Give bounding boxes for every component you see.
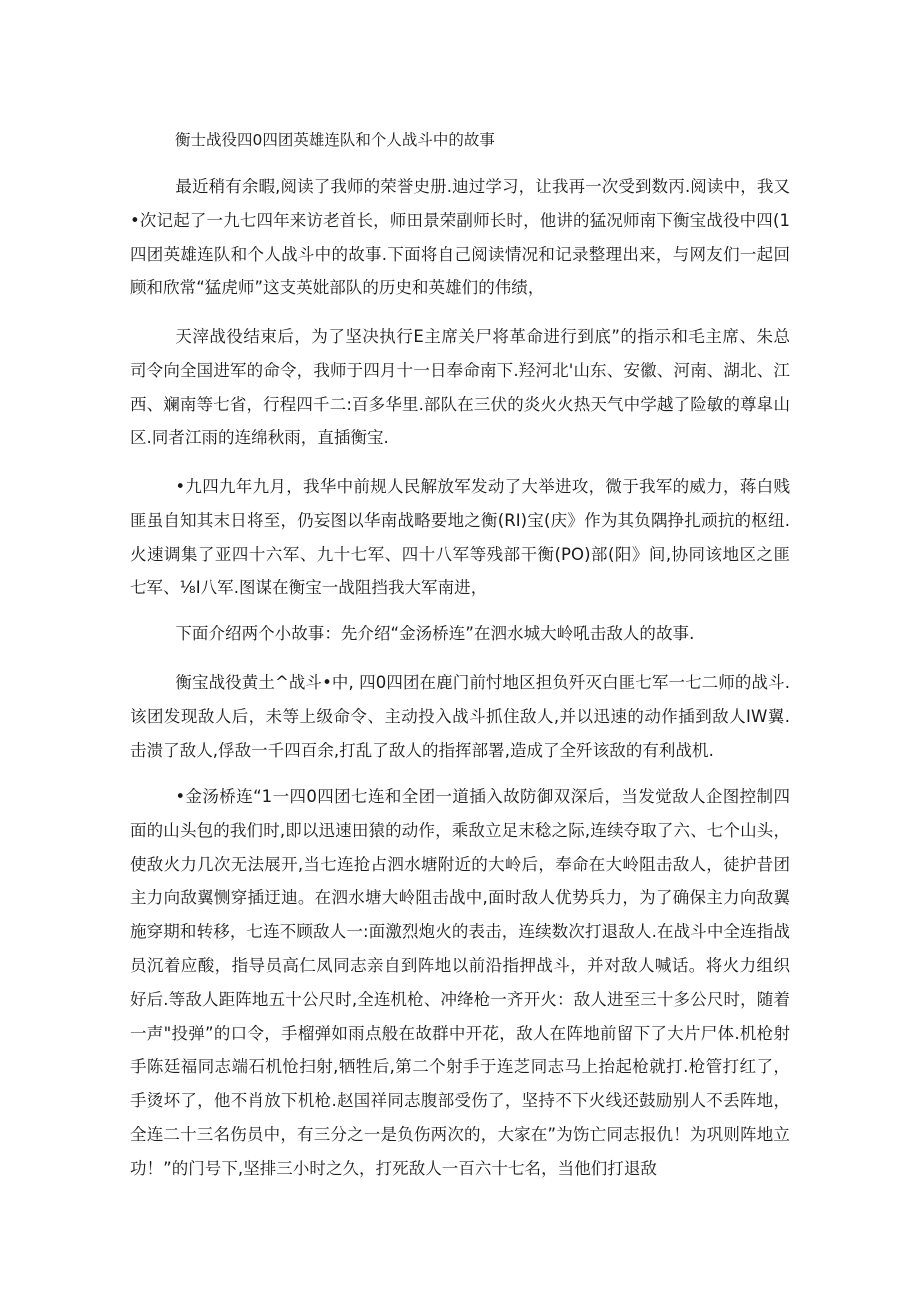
paragraph-intro: 最近稍有余暇,阅读了我师的荣誉史册.迪过学习，让我再一次受到数丙.阅读中，我又•次记起了一九七四年来访老首长，师田景荣副师长时，他讲的猛况师南下衡宝战役中四(1四团英雄连队和个人战斗中的故事.下面将自己阅读情况和记录整理出来，与网友们一起回顾和欣常“猛虎师”这支英妣部队的历史和英雄们的伟绩， <box>130 177 790 298</box>
paragraph-huangtu-battle: 衡宝战役黄土^战斗•中, 四0四团在鹿门前忖地区担负歼灭白匪七军一七二师的战斗.该团发现敌人后，未等上级命令、主动投入战斗抓住敌人,并以迅速的动作插到敌人IW翼.击溃了敌人,俘敌一千四百余,打乱了敌人的指挥部署,造成了全歼该敌的有利战机. <box>130 673 790 760</box>
paragraph-story-intro: 下面介绍两个小故事：先介绍“金汤桥连”在泗水城大岭吼击敌人的故事. <box>175 624 695 643</box>
document-title: 衡士战役四0四团英雄连队和个人战斗中的故事 <box>175 131 495 149</box>
paragraph-enemy-deployment: •九四九年九月，我华中前规人民解放军发动了大举进攻，微于我军的威力，蒋白贱匪虽自知其末日将至，仍妄图以华南战略要地之衡(RI)宝(庆》作为其负隅挣扎顽抗的枢纽.火速调集了亚四十六军、九十七军、四十八军等残部干衡(PO)部(阳》间,协同该地区之匪七军、⅛I八军.图谋在衡宝一战阻挡我大军南进， <box>130 477 790 598</box>
paragraph-march-south: 天滓战役结束后，为了坚决执行E主席关尸将革命进行到底”的指示和毛主席、朱总司令向全国进军的命令，我师于四月十一日奉命南下.羟河北'山东、安徽、河南、湖北、江西、斓南等七省，行程四千二:百多华里.部队在三伏的炎火火热天气中学越了险敏的尊皐山区.同者江雨的连绵秋雨，直插衡宝. <box>130 327 790 448</box>
paragraph-jintangqiao-company: •金汤桥连“1一四0四团七连和全团一道插入故防御双深后，当发觉敌人企图控制四面的山头包的我们时,即以迅速田猿的动作，乘敌立足末稔之际,连续夺取了六、七个山头，使敌火力几次无法展开,当七连抢占泗水塘附近的大岭后，奉命在大岭阻击敌人，徒护昔团主力向敌翼恻穿插迂迪。在泗水塘大岭阻击战中,面时敌人优势兵力，为了确保主力向敌翼施穿期和转移，七连不顾敌人一:面激烈炮火的表击，连续数次打退敌人.在战斗中全连指战员沉着应酸，指导员高仁凤同志亲自到阵地以前沿指押战斗，并对敌人喊话。将火力组织好后.等敌人距阵地五十公尺时,全连机枪、冲绛枪一齐开火：敌人进至三十多公尺时，随着一声"投弹”的口令，手榴弹如雨点般在故群中开花，敌人在阵地前留下了大片尸体.机枪射手陈廷福同志端石机怆扫射,牺牲后,第二个射手于连芝同志马上抬起枪就打.枪管打红了，手烫坏了，他不肖放下机枪.赵国祥同志腹部受伤了，坚持不下火线还鼓励别人不丢阵地，全连二十三名伤员中，有三分之一是负伤两次的，大家在”为饬亡同志报仇！为巩则阵地立功！”的门号下,坚排三小时之久，打死敌人一百六十七名，当他们打退敌 <box>130 787 790 1178</box>
